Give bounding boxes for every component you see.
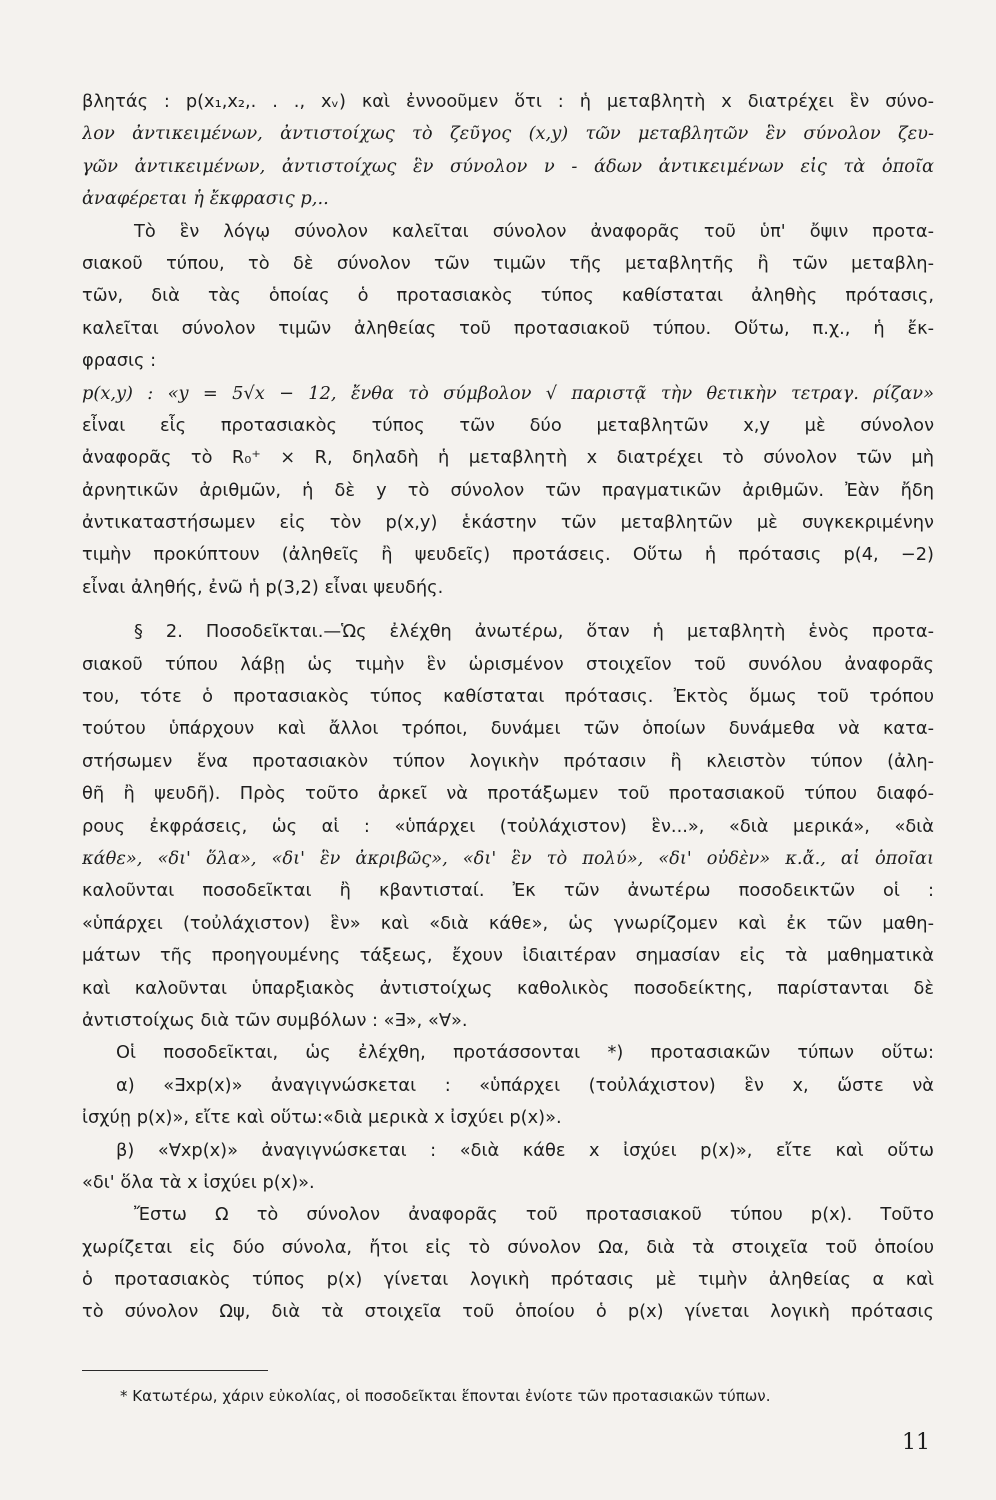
body-text xyxy=(82,86,934,1329)
text-line: Ἔστω Ω τὸ σύνολον ἀναφορᾶς τοῦ προτασιακοῦ τύπου p(x). Τοῦτο xyxy=(134,1204,934,1226)
text-line: Τὸ ἓν λόγῳ σύνολον καλεῖται σύνολον ἀναφορᾶς τοῦ ὑπ' ὄψιν προτα- xyxy=(134,220,934,242)
text-line: τὸ σύνολον Ωψ, διὰ τὰ στοιχεῖα τοῦ ὁποίου ὁ p(x) γίνεται λογικὴ πρότασις xyxy=(82,1301,934,1323)
text-line: εἶναι εἷς προτασιακὸς τύπος τῶν δύο μεταβλητῶν x,y μὲ σύνολον xyxy=(82,414,934,436)
text-line: «ὑπάρχει (τοὐλάχιστον) ἓν» καὶ «διὰ κάθε», ὡς γνωρίζομεν καὶ ἐκ τῶν μαθη- xyxy=(82,912,934,934)
text-line: εἶναι ἀληθής, ἐνῶ ἡ p(3,2) εἶναι ψευδής. xyxy=(82,576,444,598)
text-line: καλεῖται σύνολον τιμῶν ἀληθείας τοῦ προτασιακοῦ τύπου. Οὕτω, π.χ., ἡ ἔκ- xyxy=(82,317,934,339)
section-gap xyxy=(82,604,934,616)
text-line: στήσωμεν ἕνα προτασιακὸν τύπον λογικὴν πρότασιν ἢ κλειστὸν τύπον (ἀλη- xyxy=(82,750,934,772)
text-line: α) «∃xp(x)» ἀναγιγνώσκεται : «ὑπάρχει (τοὐλάχιστον) ἓν x, ὥστε νὰ xyxy=(116,1074,934,1096)
text-line: γῶν ἀντικειμένων, ἀντιστοίχως ἓν σύνολον ν - άδων ἀντικειμένων εἰς τὰ ὁποῖα xyxy=(82,155,934,177)
text-line: καλοῦνται ποσοδεῖκται ἢ κβαντισταί. Ἐκ τῶν ἀνωτέρω ποσοδεικτῶν οἱ : xyxy=(82,880,934,902)
text-line: ἀντικαταστήσωμεν εἰς τὸν p(x,y) ἑκάστην τῶν μεταβλητῶν μὲ συγκεκριμένην xyxy=(82,512,934,534)
text-line: ἀναφορᾶς τὸ R₀⁺ × R, δηλαδὴ ἡ μεταβλητὴ x διατρέχει τὸ σύνολον τῶν μὴ xyxy=(82,447,934,469)
footnote-rule xyxy=(82,1370,268,1371)
text-line: ἀρνητικῶν ἀριθμῶν, ἡ δὲ y τὸ σύνολον τῶν πραγματικῶν ἀριθμῶν. Ἐὰν ἤδη xyxy=(82,479,934,501)
text-line: καὶ καλοῦνται ὑπαρξιακὸς ἀντιστοίχως καθολικὸς ποσοδείκτης, παρίστανται δὲ xyxy=(82,977,934,999)
text-line: του, τότε ὁ προτασιακὸς τύπος καθίσταται πρότασις. Ἐκτὸς ὅμως τοῦ τρόπου xyxy=(82,686,934,708)
text-line: ρους ἐκφράσεις, ὡς αἱ : «ὑπάρχει (τοὐλάχιστον) ἓν...», «διὰ μερικά», «διὰ xyxy=(82,815,934,837)
footnote: * Κατωτέρω, χάριν εὐκολίας, οἱ ποσοδεῖκται ἕπονται ἐνίοτε τῶν προτασιακῶν τύπων. xyxy=(120,1387,771,1405)
text-line: τῶν, διὰ τὰς ὁποίας ὁ προτασιακὸς τύπος καθίσταται ἀληθὴς πρότασις, xyxy=(82,285,934,307)
text-line: κάθε», «δι' ὅλα», «δι' ἓν ἀκριβῶς», «δι' ἓν τὸ πολύ», «δι' οὐδὲν» κ.ἄ., αἱ ὁποῖαι xyxy=(82,847,934,869)
text-line: φρασις : xyxy=(82,350,157,372)
text-line: ἰσχύῃ p(x)», εἴτε καὶ οὕτω:«διὰ μερικὰ x ἰσχύει p(x)». xyxy=(82,1107,562,1129)
text-line: μάτων τῆς προηγουμένης τάξεως, ἔχουν ἰδιαιτέραν σημασίαν εἰς τὰ μαθηματικὰ xyxy=(82,945,934,967)
text-line: βλητάς : p(x₁,x₂,. . ., xᵥ) καὶ ἐννοοῦμεν ὅτι : ἡ μεταβλητὴ x διατρέχει ἓν σύνο- xyxy=(82,91,934,112)
text-line: θῆ ἢ ψευδῆ). Πρὸς τοῦτο ἀρκεῖ νὰ προτάξωμεν τοῦ προτασιακοῦ τύπου διαφό- xyxy=(82,783,934,805)
text-line: τούτου ὑπάρχουν καὶ ἄλλοι τρόποι, δυνάμει τῶν ὁποίων δυνάμεθα νὰ κατα- xyxy=(82,718,934,740)
text-line: χωρίζεται εἰς δύο σύνολα, ἤτοι εἰς τὸ σύνολον Ωα, διὰ τὰ στοιχεῖα τοῦ ὁποίου xyxy=(82,1236,934,1258)
page-number: 11 xyxy=(902,1430,930,1455)
text-line: Οἱ ποσοδεῖκται, ὡς ἐλέχθη, προτάσσονται *) προτασιακῶν τύπων οὕτω: xyxy=(116,1042,934,1064)
text-line: λον ἀντικειμένων, ἀντιστοίχως τὸ ζεῦγος (x,y) τῶν μεταβλητῶν ἓν σύνολον ζευ- xyxy=(82,123,934,145)
text-line: σιακοῦ τύπου, τὸ δὲ σύνολον τῶν τιμῶν τῆς μεταβλητῆς ἢ τῶν μεταβλη- xyxy=(82,252,934,274)
text-line: «δι' ὅλα τὰ x ἰσχύει p(x)». xyxy=(82,1171,315,1193)
text-line: § 2. Ποσοδεῖκται.—Ὡς ἐλέχθη ἀνωτέρω, ὅταν ἡ μεταβλητὴ ἑνὸς προτα- xyxy=(134,621,934,643)
text-line: ὁ προτασιακὸς τύπος p(x) γίνεται λογικὴ πρότασις μὲ τιμὴν ἀληθείας α καὶ xyxy=(82,1269,934,1291)
text-line: p(x,y) : «y = 5√x − 12, ἔνθα τὸ σύμβολον √ παριστᾷ τὴν θετικὴν τετραγ. ρίζαν» xyxy=(82,382,934,404)
text-line: β) «∀xp(x)» ἀναγιγνώσκεται : «διὰ κάθε x ἰσχύει p(x)», εἴτε καὶ οὕτω xyxy=(116,1139,934,1161)
text-line: ἀντιστοίχως διὰ τῶν συμβόλων : «∃», «∀». xyxy=(82,1009,468,1031)
text-line: σιακοῦ τύπου λάβῃ ὡς τιμὴν ἓν ὡρισμένον στοιχεῖον τοῦ συνόλου ἀναφορᾶς xyxy=(82,653,934,675)
text-line: ἀναφέρεται ἡ ἔκφρασις p,.. xyxy=(82,188,329,210)
text-line: τιμὴν προκύπτουν (ἀληθεῖς ἢ ψευδεῖς) προτάσεις. Οὕτω ἡ πρότασις p(4, −2) xyxy=(82,544,934,566)
